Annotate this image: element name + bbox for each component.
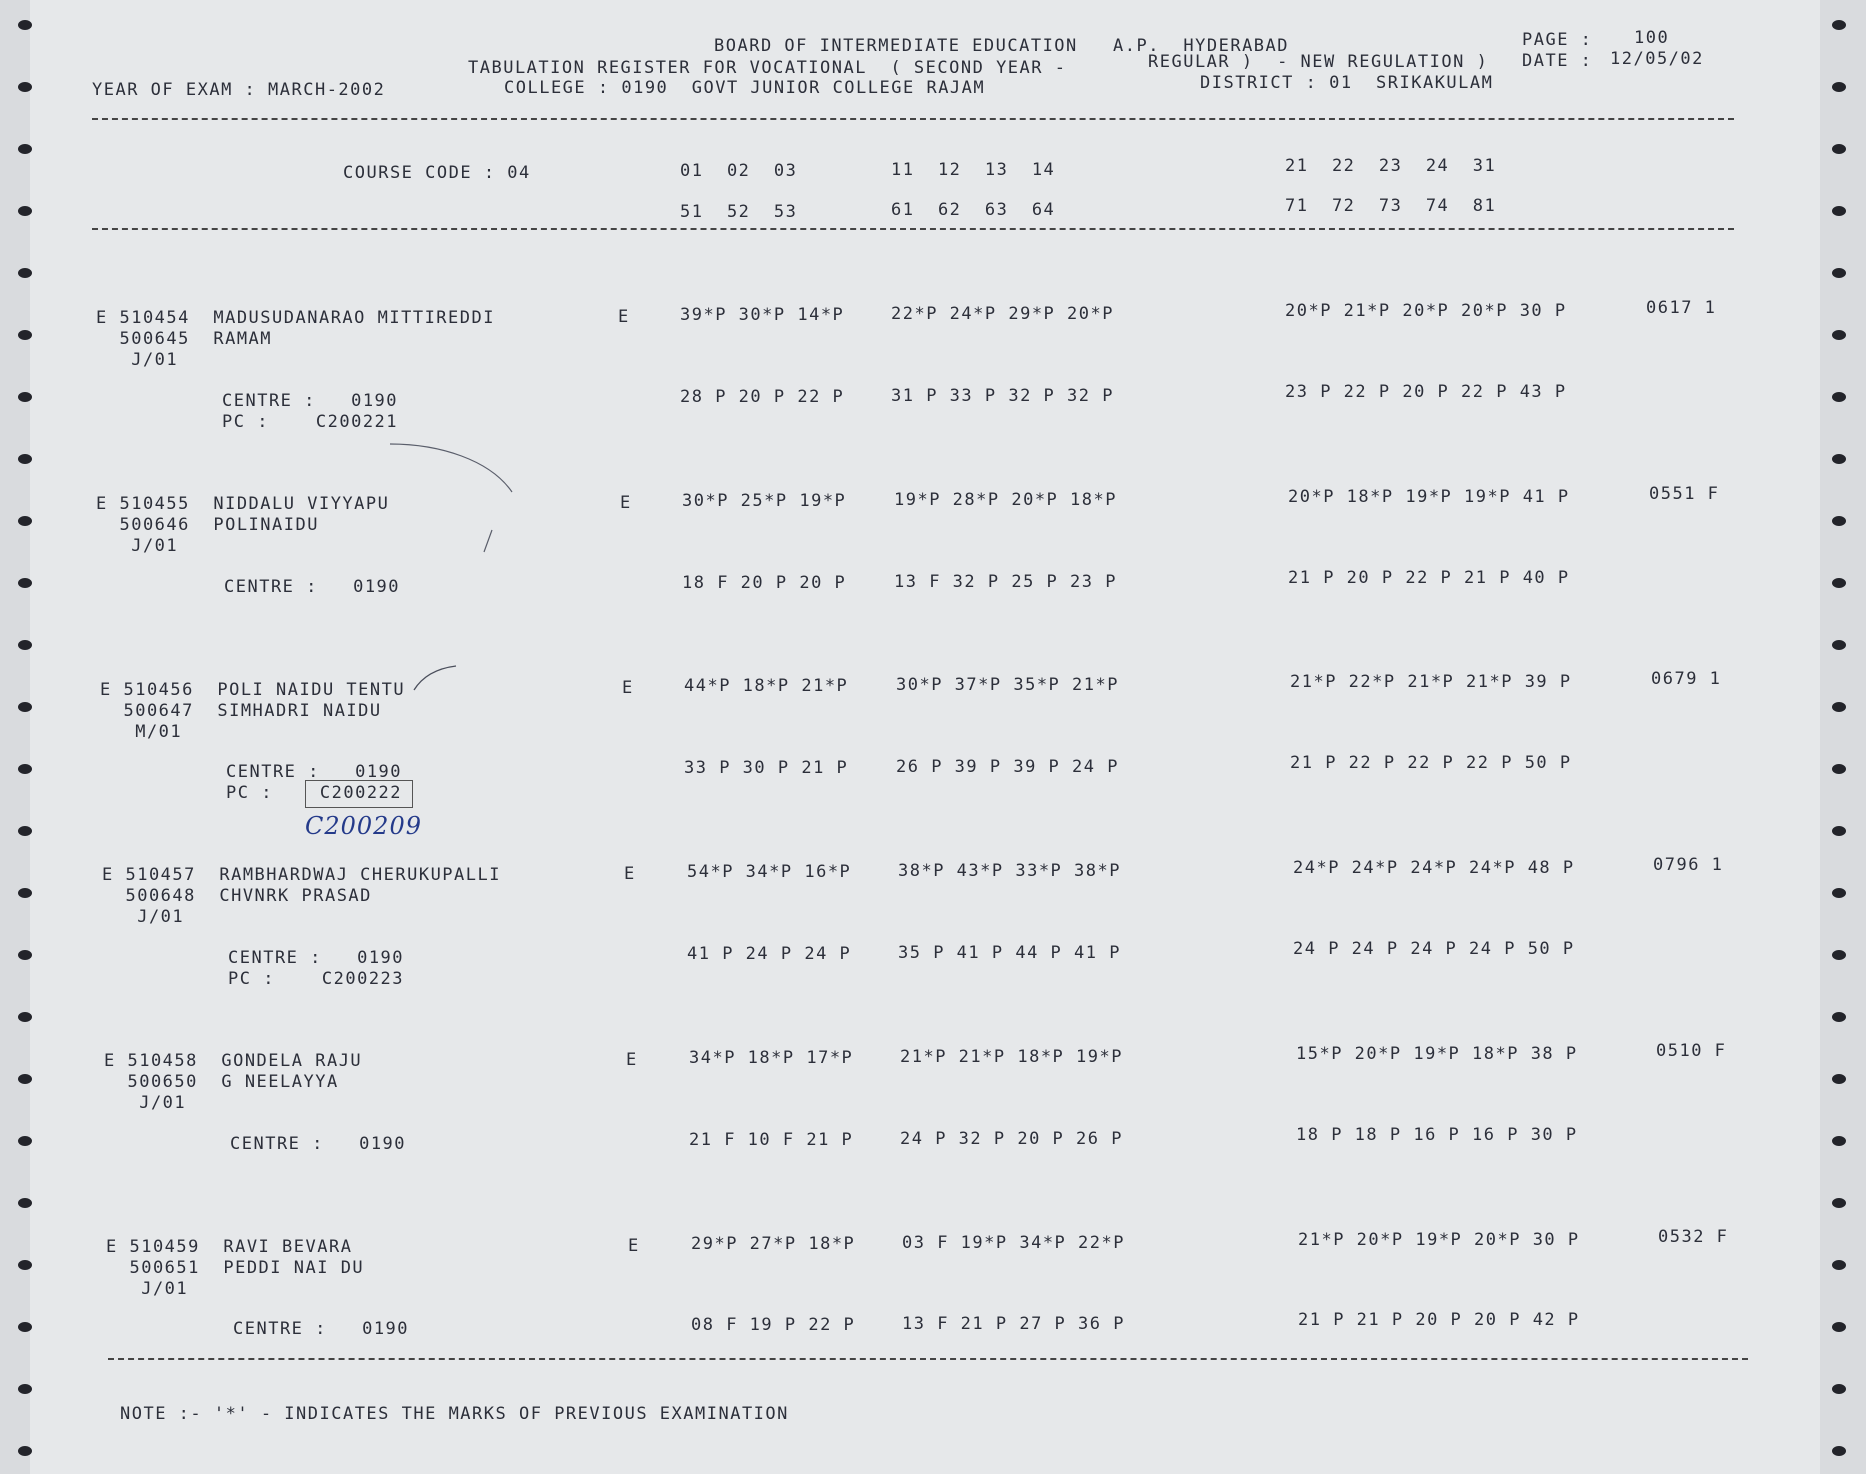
marks-first-group3: 20*P 21*P 20*P 20*P 30 P <box>1285 301 1567 321</box>
marks-second-group2: 24 P 32 P 20 P 26 P <box>900 1129 1123 1149</box>
total-result: 0617 1 <box>1646 298 1717 318</box>
feed-hole <box>18 950 32 960</box>
feed-hole <box>18 764 32 774</box>
feed-hole <box>1832 20 1846 30</box>
marks-second-group3: 21 P 20 P 22 P 21 P 40 P <box>1288 568 1570 588</box>
marks-first-group3: 24*P 24*P 24*P 24*P 48 P <box>1293 858 1575 878</box>
marks-second-group2: 13 F 21 P 27 P 36 P <box>902 1314 1125 1334</box>
feed-hole <box>18 1074 32 1084</box>
student-line-3: M/01 <box>100 722 183 742</box>
feed-hole <box>18 82 32 92</box>
marks-second-group3: 24 P 24 P 24 P 24 P 50 P <box>1293 939 1575 959</box>
subject-codes-group1-row2: 51 52 53 <box>680 202 798 222</box>
marks-first-group3: 20*P 18*P 19*P 19*P 41 P <box>1288 487 1570 507</box>
feed-hole <box>1832 1322 1846 1332</box>
feed-hole <box>18 1322 32 1332</box>
marks-first-group2: 30*P 37*P 35*P 21*P <box>896 675 1119 695</box>
feed-hole <box>1832 330 1846 340</box>
marks-first-group1: 39*P 30*P 14*P <box>680 305 845 325</box>
marks-second-group1: 18 F 20 P 20 P <box>682 573 847 593</box>
feed-hole <box>18 1384 32 1394</box>
feed-hole <box>18 1136 32 1146</box>
feed-hole <box>1832 1260 1846 1270</box>
student-line-1: E 510458 GONDELA RAJU <box>104 1051 363 1071</box>
date-label: DATE : <box>1522 51 1593 71</box>
feed-hole <box>1832 516 1846 526</box>
student-line-2: 500651 PEDDI NAI DU <box>106 1258 365 1278</box>
medium: E <box>628 1236 640 1256</box>
marks-second-group1: 33 P 30 P 21 P <box>684 758 849 778</box>
student-line-1: E 510456 POLI NAIDU TENTU <box>100 680 406 700</box>
regulation-text: REGULAR ) - NEW REGULATION ) <box>1148 52 1489 72</box>
marks-first-group3: 15*P 20*P 19*P 18*P 38 P <box>1296 1044 1578 1064</box>
student-line-3: J/01 <box>104 1093 187 1113</box>
feed-hole <box>1832 702 1846 712</box>
student-line-3: J/01 <box>106 1279 189 1299</box>
column-header-divider <box>92 228 1734 230</box>
pc-code: PC : C200222 <box>226 783 403 803</box>
marks-first-group1: 44*P 18*P 21*P <box>684 676 849 696</box>
feed-hole <box>18 1198 32 1208</box>
subject-codes-group3-row1: 21 22 23 24 31 <box>1285 156 1497 176</box>
feed-hole <box>1832 1012 1846 1022</box>
student-line-1: E 510459 RAVI BEVARA <box>106 1237 353 1257</box>
page-number: 100 <box>1634 28 1670 48</box>
footer-note: NOTE :- '*' - INDICATES THE MARKS OF PREVIOUS EXAMINATION <box>120 1404 789 1424</box>
centre: CENTRE : 0190 <box>233 1319 410 1339</box>
feed-hole <box>18 1260 32 1270</box>
feed-hole <box>1832 206 1846 216</box>
feed-hole <box>18 640 32 650</box>
subject-codes-group2-row2: 61 62 63 64 <box>891 200 1056 220</box>
student-line-2: 500647 SIMHADRI NAIDU <box>100 701 382 721</box>
marks-second-group3: 23 P 22 P 20 P 22 P 43 P <box>1285 382 1567 402</box>
feed-hole <box>18 392 32 402</box>
marks-second-group1: 28 P 20 P 22 P <box>680 387 845 407</box>
feed-hole <box>1832 1384 1846 1394</box>
feed-hole <box>1832 392 1846 402</box>
marks-second-group3: 21 P 21 P 20 P 20 P 42 P <box>1298 1310 1580 1330</box>
course-code: COURSE CODE : 04 <box>343 163 531 183</box>
feed-hole <box>18 1446 32 1456</box>
pc-code: PC : C200223 <box>228 969 405 989</box>
pen-tick-mark <box>410 660 460 700</box>
feed-hole <box>18 578 32 588</box>
marks-first-group1: 34*P 18*P 17*P <box>689 1048 854 1068</box>
medium: E <box>624 864 636 884</box>
medium: E <box>626 1050 638 1070</box>
feed-hole <box>1832 1198 1846 1208</box>
centre: CENTRE : 0190 <box>230 1134 407 1154</box>
marks-second-group2: 26 P 39 P 39 P 24 P <box>896 757 1119 777</box>
student-line-3: J/01 <box>102 907 185 927</box>
tractor-feed-holes-right <box>1826 0 1856 1474</box>
feed-hole <box>18 826 32 836</box>
centre: CENTRE : 0190 <box>222 391 399 411</box>
feed-hole <box>1832 888 1846 898</box>
date-value: 12/05/02 <box>1610 49 1704 69</box>
page-label: PAGE : <box>1522 30 1593 50</box>
college-info: COLLEGE : 0190 GOVT JUNIOR COLLEGE RAJAM <box>504 78 986 98</box>
feed-hole <box>18 702 32 712</box>
header-divider <box>92 118 1734 120</box>
marks-first-group3: 21*P 22*P 21*P 21*P 39 P <box>1290 672 1572 692</box>
total-result: 0532 F <box>1658 1227 1729 1247</box>
marks-second-group2: 13 F 32 P 25 P 23 P <box>894 572 1117 592</box>
feed-hole <box>1832 1136 1846 1146</box>
marks-second-group2: 35 P 41 P 44 P 41 P <box>898 943 1121 963</box>
marks-second-group1: 21 F 10 F 21 P <box>689 1130 854 1150</box>
student-line-2: 500646 POLINAIDU <box>96 515 319 535</box>
marks-second-group3: 18 P 18 P 16 P 16 P 30 P <box>1296 1125 1578 1145</box>
feed-hole <box>18 330 32 340</box>
student-line-1: E 510455 NIDDALU VIYYAPU <box>96 494 390 514</box>
pen-stroke-mark <box>380 440 530 560</box>
marks-second-group2: 31 P 33 P 32 P 32 P <box>891 386 1114 406</box>
feed-hole <box>1832 826 1846 836</box>
student-line-2: 500648 CHVNRK PRASAD <box>102 886 372 906</box>
handwritten-pc-code: C200209 <box>305 812 422 840</box>
total-result: 0510 F <box>1656 1041 1727 1061</box>
medium: E <box>618 307 630 327</box>
footer-divider <box>108 1358 1748 1360</box>
subject-codes-group2-row1: 11 12 13 14 <box>891 160 1056 180</box>
student-line-3: J/01 <box>96 536 179 556</box>
pc-code-box-mark <box>305 780 413 808</box>
feed-hole <box>18 206 32 216</box>
feed-hole <box>18 454 32 464</box>
total-result: 0679 1 <box>1651 669 1722 689</box>
subject-codes-group1-row1: 01 02 03 <box>680 161 798 181</box>
subject-codes-group3-row2: 71 72 73 74 81 <box>1285 196 1497 216</box>
pc-code: PC : C200221 <box>222 412 399 432</box>
feed-hole <box>1832 1446 1846 1456</box>
total-result: 0551 F <box>1649 484 1720 504</box>
board-title: BOARD OF INTERMEDIATE EDUCATION A.P. HYDERABAD <box>714 36 1290 56</box>
feed-hole <box>1832 578 1846 588</box>
student-line-2: 500645 RAMAM <box>96 329 273 349</box>
feed-hole <box>18 144 32 154</box>
marks-second-group1: 08 F 19 P 22 P <box>691 1315 856 1335</box>
feed-hole <box>18 268 32 278</box>
total-result: 0796 1 <box>1653 855 1724 875</box>
year-of-exam: YEAR OF EXAM : MARCH-2002 <box>92 80 386 100</box>
medium: E <box>620 493 632 513</box>
tractor-feed-holes-left <box>0 0 30 1474</box>
marks-first-group2: 21*P 21*P 18*P 19*P <box>900 1047 1123 1067</box>
feed-hole <box>18 1012 32 1022</box>
marks-first-group1: 29*P 27*P 18*P <box>691 1234 856 1254</box>
feed-hole <box>18 888 32 898</box>
feed-hole <box>1832 764 1846 774</box>
marks-second-group3: 21 P 22 P 22 P 22 P 50 P <box>1290 753 1572 773</box>
feed-hole <box>1832 82 1846 92</box>
student-line-1: E 510454 MADUSUDANARAO MITTIREDDI <box>96 308 495 328</box>
centre: CENTRE : 0190 <box>226 762 403 782</box>
marks-first-group2: 38*P 43*P 33*P 38*P <box>898 861 1121 881</box>
feed-hole <box>18 516 32 526</box>
feed-hole <box>1832 144 1846 154</box>
centre: CENTRE : 0190 <box>224 577 401 597</box>
register-title: TABULATION REGISTER FOR VOCATIONAL ( SECOND YEAR - <box>468 58 1067 78</box>
district-info: DISTRICT : 01 SRIKAKULAM <box>1200 73 1494 93</box>
feed-hole <box>1832 640 1846 650</box>
feed-hole <box>1832 950 1846 960</box>
marks-first-group3: 21*P 20*P 19*P 20*P 30 P <box>1298 1230 1580 1250</box>
marks-first-group1: 54*P 34*P 16*P <box>687 862 852 882</box>
feed-hole <box>1832 1074 1846 1084</box>
student-line-1: E 510457 RAMBHARDWAJ CHERUKUPALLI <box>102 865 501 885</box>
marks-first-group2: 22*P 24*P 29*P 20*P <box>891 304 1114 324</box>
marks-first-group2: 19*P 28*P 20*P 18*P <box>894 490 1117 510</box>
marks-second-group1: 41 P 24 P 24 P <box>687 944 852 964</box>
feed-hole <box>1832 268 1846 278</box>
marks-first-group2: 03 F 19*P 34*P 22*P <box>902 1233 1125 1253</box>
feed-hole <box>18 20 32 30</box>
student-line-3: J/01 <box>96 350 179 370</box>
centre: CENTRE : 0190 <box>228 948 405 968</box>
medium: E <box>622 678 634 698</box>
student-line-2: 500650 G NEELAYYA <box>104 1072 339 1092</box>
marks-first-group1: 30*P 25*P 19*P <box>682 491 847 511</box>
feed-hole <box>1832 454 1846 464</box>
